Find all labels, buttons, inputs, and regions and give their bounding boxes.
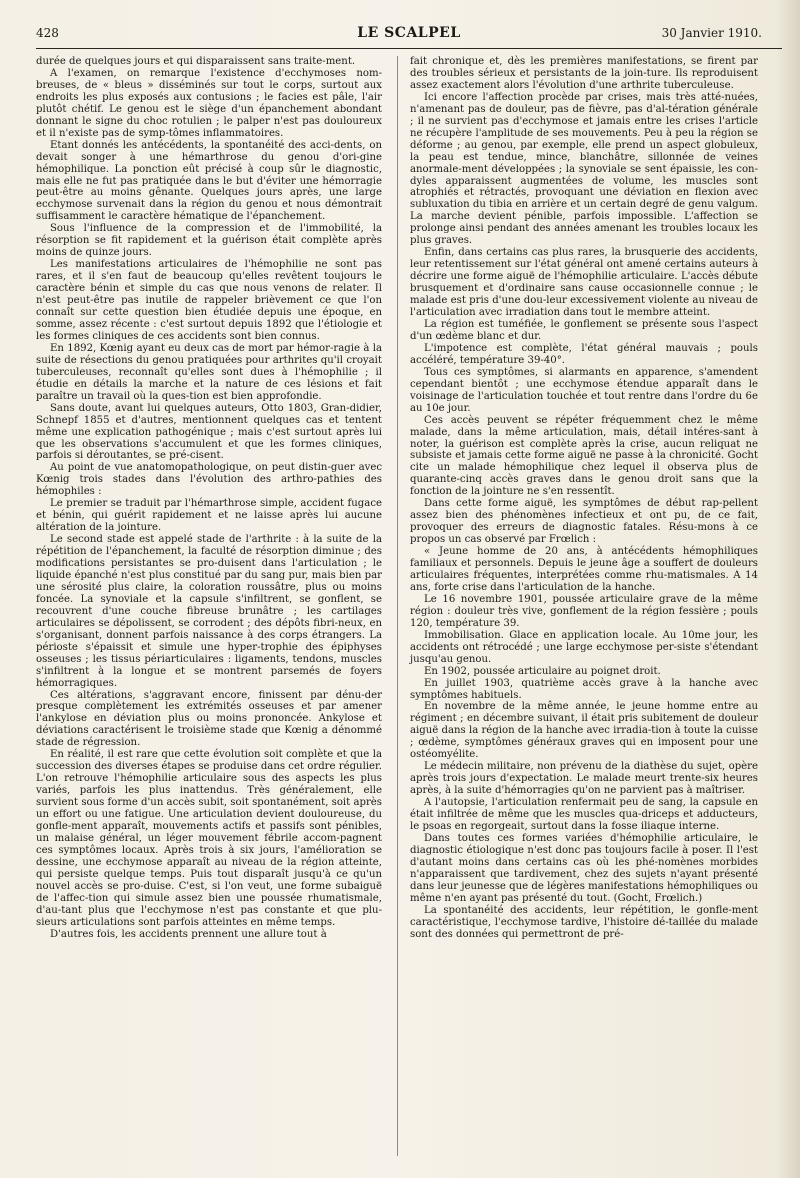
- paragraph: Le médecin militaire, non prévenu de la diathèse du sujet, opère après trois jours d'expectation. Le malade meurt trente-six heures après, à la suite d'hémorragies qu'on ne parvient pas à maîtriser.: [410, 761, 758, 797]
- paragraph: Tous ces symptômes, si alarmants en apparence, s'amendent cependant bientôt ; une ecchymose étendue apparaît dans le voisinage de l'articulation touchée et tout rentre dans l'ordre du 6e au 10e jour.: [410, 366, 758, 414]
- page-number: 428: [36, 26, 59, 40]
- paragraph: Ces accès peuvent se répéter fréquemment chez le même malade, dans la même articulation, mais, détail intéres-sant à noter, la guérison est complète après la crise, aucun reliquat ne subsiste et jamais cette forme aiguë ne passe à la chronicité. Gocht cite un malade hémophilique chez lequel il observa plus de quarante-cinq accès graves dans le genou droit sans que la fonction de la jointure ne s'en ressentît.: [410, 414, 758, 498]
- paragraph: A l'examen, on remarque l'existence d'ecchymoses nom-breuses, de « bleus » disséminés sur tout le corps, surtout aux endroits les plus exposés aux contusions ; le facies est pâle, l'air plutôt chétif. Le genou est le siège d'un épanchement abondant donnant le signe du choc rotulien ; le palper n'est pas douloureux et il n'existe pas de symp-tômes inflammatoires.: [36, 67, 382, 139]
- paragraph: Ici encore l'affection procède par crises, mais très atté-nuées, n'amenant pas de douleur, pas de fièvre, pas d'al-tération générale ; il ne survient pas d'ecchymose et jamais entre les crises l'article ne récupère l'amplitude de ses mouvements. Peu à peu la région se déforme ; au genou, par exemple, elle prend un aspect globuleux, la peau est tendue, mince, blanchâtre, sillonnée de veines anormale-ment développées ; la synoviale se sent épaissie, les con-dyles apparaissent augmentées de volume, les muscles sont atrophiés et rétractés, provoquant une déviation en flexion avec subluxation du tibia en arrière et un certain degré de genu valgum. La marche devient pénible, parfois impossible. L'affection se prolonge ainsi pendant des années amenant les troubles locaux les plus graves.: [410, 91, 758, 247]
- paragraph: L'impotence est complète, l'état général mauvais ; pouls accéléré, température 39-40°.: [410, 342, 758, 366]
- paragraph: En novembre de la même année, le jeune homme entre au régiment ; en décembre suivant, il était pris subitement de douleur aiguë dans la région de la hanche avec irradia-tion à toute la cuisse ; œdème, symptômes généraux graves qui en imposent pour une ostéomyélite.: [410, 701, 758, 761]
- paragraph: Le second stade est appelé stade de l'arthrite : à la suite de la répétition de l'épanchement, la faculté de résorption diminue ; des modifications persistantes se pro-duisent dans l'articulation ; le liquide épanché n'est plus constitué par du sang pur, mais bien par une sérosité plus claire, la coloration roussâtre, plus ou moins foncée. La synoviale et la capsule s'infiltrent, se gonflent, se recouvrent d'une couche fibreuse brunâtre ; les cartilages articulaires se dépolissent, se corrodent ; des dépôts fibri-neux, en s'organisant, donnent parfois naissance à des corps étrangers. La périoste s'épaissit et simule une hyper-trophie des épiphyses osseuses ; les tissus périarticulaires : ligaments, tendons, muscles s'infiltrent à la longue et se montrent parsemés de foyers hémorragiques.: [36, 534, 382, 689]
- paragraph: A l'autopsie, l'articulation renfermait peu de sang, la capsule en était infiltrée de même que les muscles qua-driceps et adducteurs, le psoas en regorgeait, surtout dans la fosse iliaque interne.: [410, 797, 758, 832]
- paragraph: Etant donnés les antécédents, la spontanéité des acci-dents, on devait songer à une hémarthrose du genou d'ori-gine hémophilique. La ponction eût précisé à coup sûr le diagnostic, mais elle ne fut pas pratiquée dans le but d'éviter une hémorragie peut-être au moins gênante. Quelques jours après, une large ecchymose survenait dans la région du genou et nous démontrait suffisamment le caractère hématique de l'épanchement.: [36, 139, 382, 223]
- paragraph: Sans doute, avant lui quelques auteurs, Otto 1803, Gran-didier, Schnepf 1855 et d'autres, mentionnent quelques cas et tentent même une explication pathogénique ; mais c'est surtout après lui que les observations s'accumulent et que les formes cliniques, parfois si déroutantes, se pré-cisent.: [36, 402, 382, 462]
- paragraph: En 1892, Kœnig ayant eu deux cas de mort par hémor-ragie à la suite de résections du genou pratiquées pour arthrites qu'il croyait tuberculeuses, reconnaît qu'elles sont dues à l'hémophilie ; il étudie en détails la marche et la nature de ces lésions et fait paraître un travail où la ques-tion est bien approfondie.: [36, 342, 382, 402]
- issue-date: 30 Janvier 1910.: [661, 26, 762, 40]
- paragraph: Sous l'influence de la compression et de l'immobilité, la résorption se fit rapidement et la guérison était complète après moins de quinze jours.: [36, 223, 382, 259]
- paragraph: Au point de vue anatomopathologique, on peut distin-guer avec Kœnig trois stades dans l'évolution des arthro-pathies des hémophiles :: [36, 462, 382, 498]
- right-column: [410, 56, 758, 941]
- paragraph: Le premier se traduit par l'hémarthrose simple, accident fugace et bénin, qui guérit rapidement et ne laisse après lui aucune altération de la jointure.: [36, 498, 382, 534]
- paragraph: La région est tuméfiée, le gonflement se présente sous l'aspect d'un œdème blanc et dur.: [410, 318, 758, 342]
- paragraph: D'autres fois, les accidents prennent une allure tout à: [50, 928, 327, 940]
- paragraph: Immobilisation. Glace en application locale. Au 10me jour, les accidents ont rétrocédé ; une large ecchymose per-siste s'étendant jusqu'au genou.: [410, 629, 758, 665]
- paragraph: En juillet 1903, quatrième accès grave à la hanche avec symptômes habituels.: [410, 677, 758, 701]
- paragraph: Ces altérations, s'aggravant encore, finissent par dénu-der presque complètement les extrémités osseuses et par amener l'ankylose en déviation plus ou moins prononcée. Ankylose et déviations caractérisent le troisième stade que Kœnig a dénommé stade de régression.: [36, 689, 382, 749]
- left-column: [36, 56, 382, 941]
- journal-title: LE SCALPEL: [357, 25, 461, 41]
- paragraph: Dans cette forme aiguë, les symptômes de début rap-pellent assez bien des phénomènes infectieux et ont pu, de ce fait, provoquer des erreurs de diagnostic fatales. Résu-mons à ce propos un cas observé par Frœlich :: [410, 498, 758, 546]
- paragraph: Les manifestations articulaires de l'hémophilie ne sont pas rares, et il s'en faut de beaucoup qu'elles revêtent toujours le caractère bénin et simple du cas que nous venons de relater. Il n'est peut-être pas inutile de rappeler brièvement ce que l'on connaît sur cette question bien étudiée depuis une époque, en somme, assez récente : c'est surtout depuis 1892 que l'étiologie et les formes cliniques de ces accidents sont bien connus.: [36, 259, 382, 342]
- paragraph: durée de quelques jours et qui disparaissent sans traite-ment.: [36, 56, 356, 67]
- paragraph: fait chronique et, dès les premières manifestations, se firent par des troubles sérieux et persistants de la join-ture. Ils reproduisent assez exactement alors l'évolution d'une arthrite tuberculeuse.: [410, 56, 758, 91]
- paragraph: Enfin, dans certains cas plus rares, la brusquerie des accidents, leur retentissement sur l'état général ont amené certains auteurs à décrire une forme aiguë de l'hémophilie articulaire. L'accès débute brusquement et d'ordinaire sans cause occasionnelle connue ; le malade est pris d'une dou-leur excessivement violente au niveau de l'articulation avec irradiation dans tout le membre atteint.: [410, 247, 758, 319]
- page-header: [36, 22, 782, 49]
- paragraph: La spontanéité des accidents, leur répétition, le gonfle-ment caractéristique, l'ecchymose tardive, l'histoire dé-taillée du malade sont des données qui permettront de pré-: [410, 904, 758, 940]
- column-divider: [397, 56, 398, 1156]
- paragraph: En 1902, poussée articulaire au poignet droit.: [424, 665, 661, 677]
- paragraph: « Jeune homme de 20 ans, à antécédents hémophiliques familiaux et personnels. Depuis le jeune âge a souffert de douleurs articulaires fréquentes, interprétées comme rhu-matismales. A 14 ans, forte crise dans l'articulation de la hanche.: [410, 546, 758, 593]
- paragraph: Le 16 novembre 1901, poussée articulaire grave de la même région : douleur très vive, gonflement de la région fessière ; pouls 120, température 39.: [410, 593, 758, 629]
- paragraph: En réalité, il est rare que cette évolution soit complète et que la succession des diverses étapes se produise dans cet ordre régulier. L'on retrouve l'hémophilie articulaire sous des aspects les plus variés, parfois les plus inattendus. Très généralement, elle survient sous forme d'un accès subit, soit spontanément, soit après un effort ou une fatigue. Une articulation devient douloureuse, du gonfle-ment apparaît, mouvements actifs et passifs sont pénibles, un malaise général, un léger mouvement fébrile accom-pagnent ces symptômes locaux. Après trois à six jours, l'amélioration se dessine, une ecchymose apparaît au niveau de la région atteinte, qui persiste quelque temps. Puis tout disparaît jusqu'à ce qu'un nouvel accès se pro-duise. C'est, si l'on veut, une forme subaiguë de l'affec-tion qui simule assez bien une poussée rhumatismale, d'au-tant plus que l'ecchymose n'est pas constante et que plu-sieurs articulations sont parfois atteintes en même temps.: [36, 749, 383, 928]
- paragraph: Dans toutes ces formes variées d'hémophilie articulaire, le diagnostic étiologique n'est donc pas toujours facile à poser. Il l'est d'autant moins dans certains cas où les phé-nomènes morbides n'apparaissent que tardivement, chez des sujets n'ayant présenté dans leur jeunesse que de légères manifestations hémophiliques ou même n'en ayant pas présenté du tout. (Gocht, Frœlich.): [410, 832, 758, 904]
